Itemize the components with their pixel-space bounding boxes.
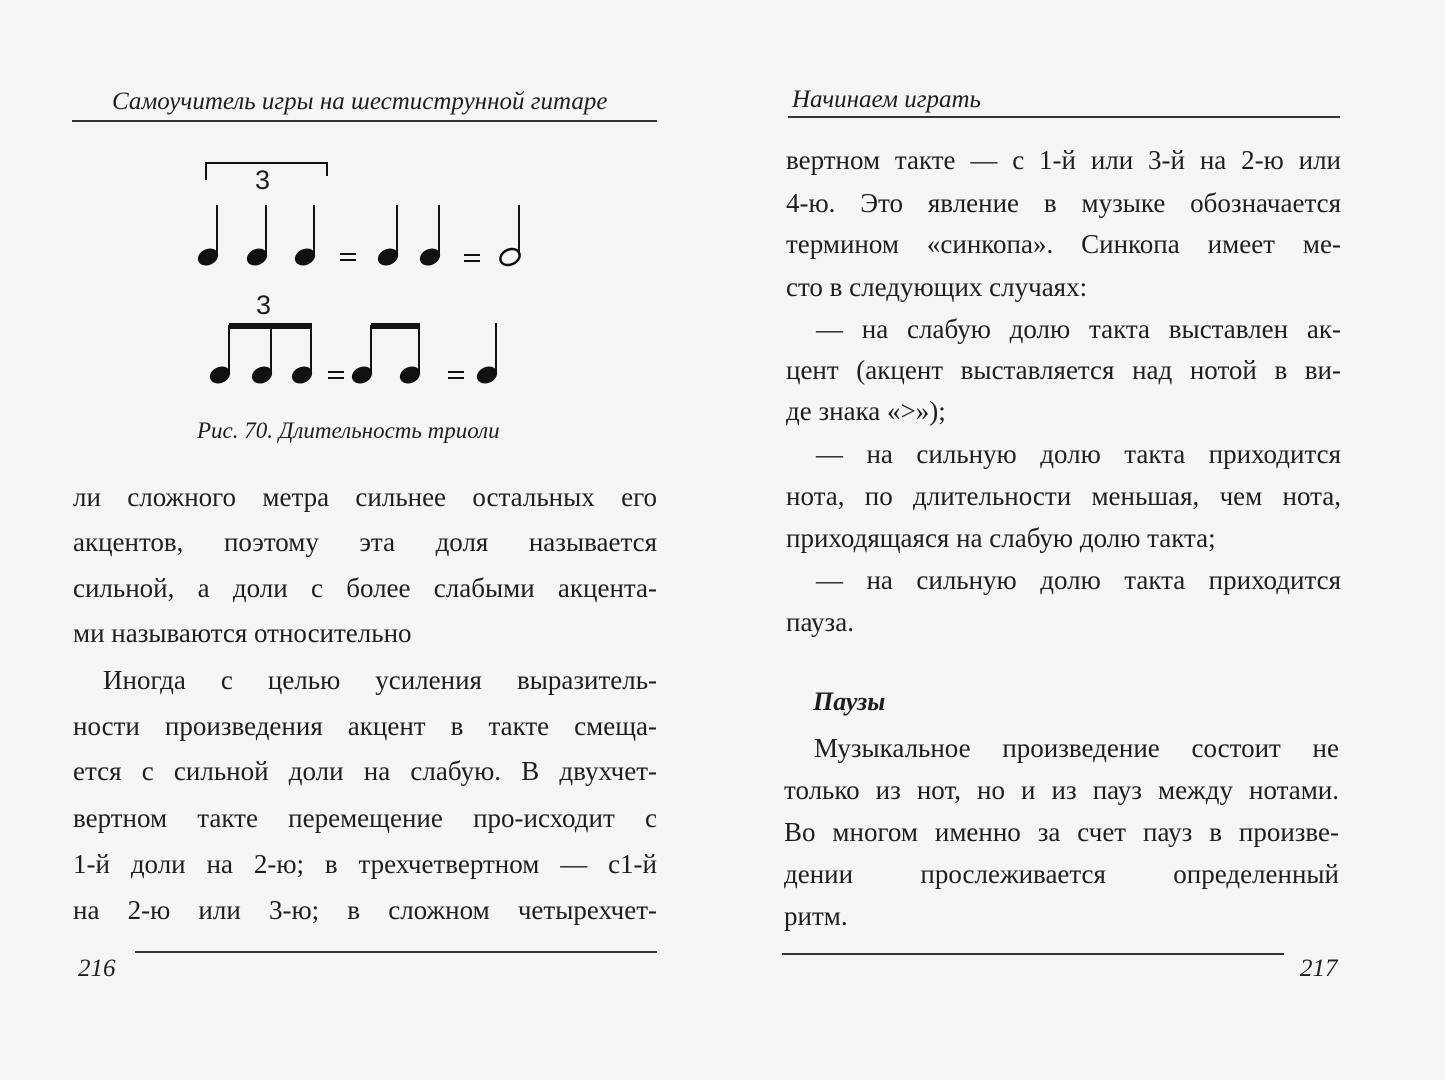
text-line: ми называются относительно (73, 618, 412, 648)
text-line: Музыкальное произведение состоит не (814, 733, 1339, 763)
text-line: ности произведения акцент в такте смеща- (73, 711, 657, 741)
triplet-notation-figure (0, 0, 700, 420)
text-line: ется с сильной доли на слабую. В двухчет- (73, 756, 657, 786)
right-running-header: Начинаем играть (792, 86, 981, 113)
text-line: вертном такте перемещение про-исходит с (73, 803, 657, 833)
header-rule (788, 116, 1340, 118)
text-line: пауза. (786, 607, 854, 637)
triplet-number: 3 (256, 290, 272, 320)
text-line: вертном такте — с 1-й или 3-й на 2-ю или (786, 145, 1341, 175)
text-line: 4-ю. Это явление в музыке обозначается (786, 188, 1341, 218)
text-line: дении прослеживается определенный (784, 859, 1339, 889)
text-line: цент (акцент выставляется над нотой в ви- (786, 355, 1341, 385)
text-line: де знака «>»); (786, 396, 946, 426)
text-line: 1-й доли на 2-ю; в трехчетвертном — с1-й (73, 849, 657, 879)
text-line: ли сложного метра сильнее остальных его (73, 482, 657, 512)
text-line: термином «синкопа». Синкопа имеет ме- (786, 229, 1341, 259)
text-line: — на сильную долю такта приходится (816, 439, 1341, 469)
text-line: — на сильную долю такта приходится (816, 565, 1341, 595)
triplet-number: 3 (255, 165, 271, 195)
left-running-header: Самоучитель игры на шестиструнной гитаре (112, 88, 608, 115)
beam (371, 323, 420, 329)
text-line: ритм. (784, 901, 848, 931)
text-line: Иногда с целью усиления выразитель- (103, 665, 657, 695)
section-heading: Паузы (813, 687, 886, 716)
text-line: на 2-ю или 3-ю; в сложном четырехчет- (73, 895, 657, 925)
text-line: акцентов, поэтому эта доля называется (73, 527, 657, 557)
page-number: 216 (78, 955, 116, 982)
text-line: только из нот, но и из пауз между нотами. (784, 775, 1339, 805)
footer-rule (782, 953, 1284, 955)
text-line: нота, по длительности меньшая, чем нота, (786, 481, 1341, 511)
text-line: приходящаяся на слабую долю такта; (786, 523, 1216, 553)
page-number: 217 (1300, 955, 1338, 982)
figure-caption: Рис. 70. Длительность триоли (197, 418, 500, 443)
text-line: Во многом именно за счет пауз в произве- (784, 817, 1339, 847)
footer-rule (135, 951, 657, 953)
text-line: сильной, а доли с более слабыми акцента- (73, 573, 657, 603)
text-line: — на слабую долю такта выставлен ак- (816, 314, 1341, 344)
text-line: сто в следующих случаях: (786, 272, 1088, 302)
beam (229, 323, 312, 329)
